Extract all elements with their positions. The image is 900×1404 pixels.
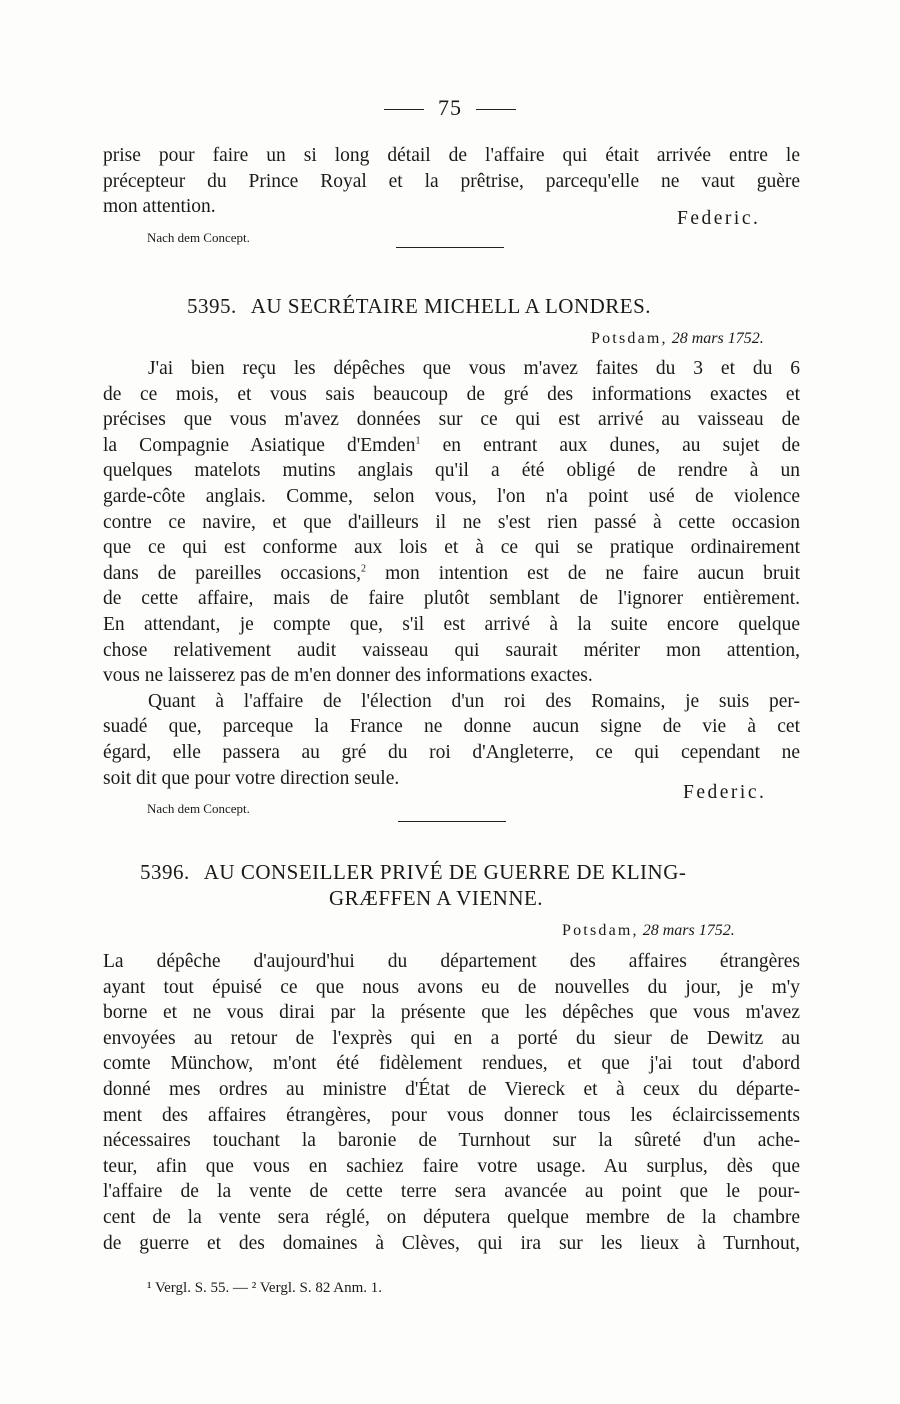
letter-dateline <box>591 330 764 348</box>
source-note: Nach dem Concept. <box>147 801 250 816</box>
letter-title: AU SECRÉTAIRE MICHELL A LONDRES. <box>250 294 652 318</box>
text-line: suadé que, parceque la France ne donne aucun signe de vie à cet <box>103 716 800 738</box>
text-line: J'ai bien reçu les dépêches que vous m'avez faites du 3 et du 6 <box>148 358 800 379</box>
text-line: prise pour faire un si long détail de l'affaire qui était arrivée entre le <box>103 145 800 166</box>
header-dash-left <box>384 109 424 110</box>
dateline-date: 28 mars 1752. <box>642 922 735 939</box>
text-line: teur, afin que vous en sachiez faire votre usage. Au surplus, dès que <box>103 1155 800 1177</box>
text-fragment: mon intention est de ne faire aucun bruit <box>385 562 801 584</box>
footnotes: ¹ Vergl. S. 55. — ² Vergl. S. 82 Anm. 1. <box>147 1280 382 1296</box>
separator-rule <box>398 821 506 822</box>
source-note: Nach dem Concept. <box>147 230 250 245</box>
letter-title-continued: GRÆFFEN A VIENNE. <box>329 886 544 910</box>
letter-title: AU CONSEILLER PRIVÉ DE GUERRE DE KLING- <box>203 860 687 884</box>
text-line: comte Münchow, m'ont été fidèlement rendues, et que j'ai tout d'abord <box>103 1053 800 1075</box>
signature: Federic. <box>683 782 767 803</box>
text-line: de cette affaire, mais de faire plutôt semblant de l'ignorer entièrement. <box>103 588 800 610</box>
text-line: Quant à l'affaire de l'élection d'un roi des Romains, je suis per- <box>148 690 800 712</box>
footnote-marker: 2 <box>361 563 367 575</box>
text-line: envoyées au retour de l'exprès qui en a porté du sieur de Dewitz au <box>103 1027 800 1049</box>
text-line: chose relativement audit vaisseau qui saurait mériter mon attention, <box>103 639 800 661</box>
text-line: précepteur du Prince Royal et la prêtrise, parcequ'elle ne vaut guère <box>103 170 800 192</box>
text-line: nécessaires touchant la baronie de Turnhout sur la sûreté d'un ache- <box>103 1130 800 1152</box>
text-line <box>103 561 800 587</box>
text-line: En attendant, je compte que, s'il est arrivé à la suite encore quelque <box>103 613 800 635</box>
text-line: borne et ne vous dirai par la présente que les dépêches que vous m'avez <box>103 1002 800 1024</box>
text-line: de ce mois, et vous sais beaucoup de gré des informations exactes et <box>103 383 800 405</box>
text-line: La dépêche d'aujourd'hui du département des affaires étrangères <box>103 951 800 972</box>
text-line <box>103 433 800 459</box>
letter-paragraph <box>103 949 800 1256</box>
text-line: soit dit que pour votre direction seule. <box>103 767 400 789</box>
letter-dateline <box>562 922 735 940</box>
text-fragment: en entrant aux dunes, au sujet de <box>442 434 801 456</box>
text-fragment: dans de pareilles occasions, <box>103 562 362 584</box>
text-line: de guerre et des domaines à Clèves, qui ira sur les lieux à Turnhout, <box>103 1232 800 1254</box>
text-line: mon attention. <box>103 196 216 218</box>
dateline-date: 28 mars 1752. <box>671 330 764 347</box>
text-line: quelques matelots mutins anglais qu'il a été obligé de rendre à un <box>103 460 800 482</box>
text-line: égard, elle passera au gré du roi d'Angleterre, ce qui cependant ne <box>103 741 800 763</box>
header-dash-right <box>476 109 516 110</box>
letter-number: 5396. <box>140 860 190 884</box>
text-line: précises que vous m'avez données sur ce qui est arrivé au vaisseau de <box>103 409 800 431</box>
letter-paragraph <box>103 356 800 791</box>
text-line: vous ne laisserez pas de m'en donner des informations exactes. <box>103 665 593 687</box>
separator-rule <box>396 247 504 248</box>
dateline-place: Potsdam, <box>591 330 668 347</box>
letter-heading <box>140 860 686 885</box>
text-line: contre ce navire, et que d'ailleurs il ne s'est rien passé à cette occasion <box>103 511 800 533</box>
footnote-marker: 1 <box>415 435 421 447</box>
text-line: l'affaire de la vente de cette terre sera avancée au point que le pour- <box>103 1181 800 1203</box>
letter-number: 5395. <box>187 294 237 318</box>
text-fragment: la Compagnie Asiatique d'Emden <box>103 434 416 456</box>
dateline-place: Potsdam, <box>562 922 639 939</box>
text-line: cent de la vente sera réglé, on députera quelque membre de la chambre <box>103 1206 800 1228</box>
text-line: donné mes ordres au ministre d'État de Viereck et à ceux du départe- <box>103 1078 800 1100</box>
text-line: garde-côte anglais. Comme, selon vous, l'on n'a point usé de violence <box>103 485 800 507</box>
text-line: ayant tout épuisé ce que nous avons eu de nouvelles du jour, je m'y <box>103 976 800 998</box>
signature: Federic. <box>677 208 761 229</box>
text-line: ment des affaires étrangères, pour vous donner tous les éclaircissements <box>103 1104 800 1126</box>
page-header <box>0 95 900 121</box>
page-number: 75 <box>438 95 462 120</box>
letter-heading <box>187 294 651 319</box>
text-line: que ce qui est conforme aux lois et à ce qui se pratique ordinairement <box>103 537 800 559</box>
